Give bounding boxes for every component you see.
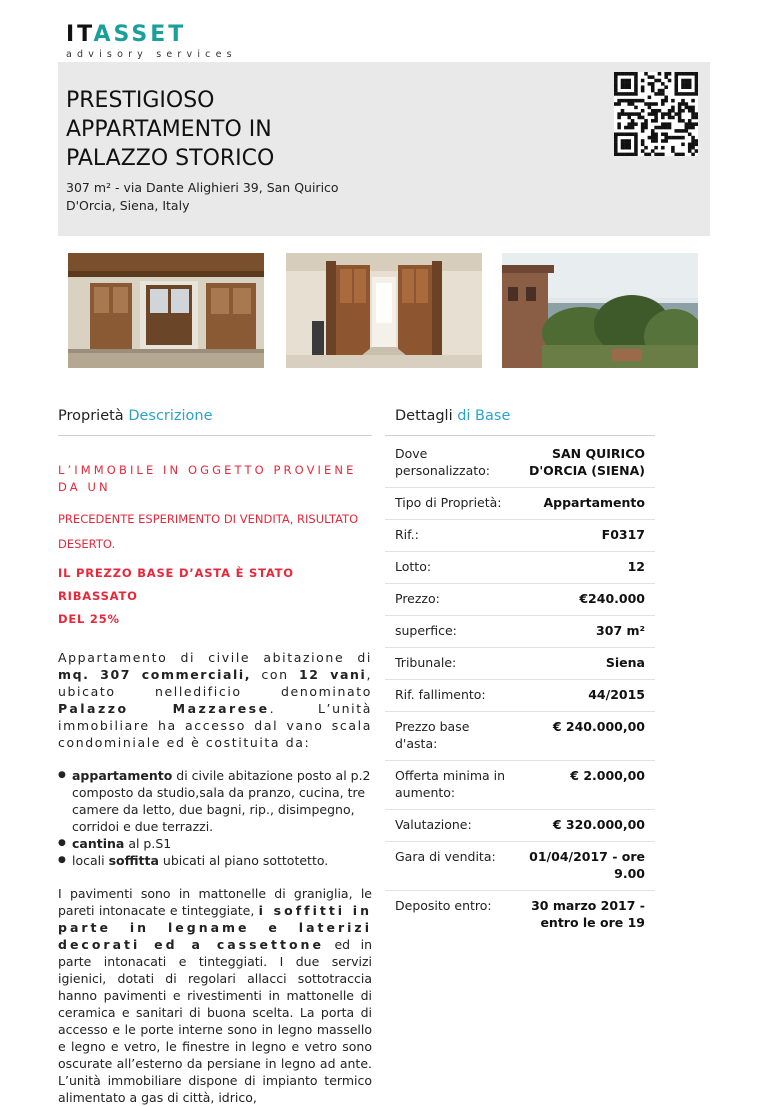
detail-row: Rif. fallimento: 44/2015 [385, 680, 655, 712]
notice-line: PRECEDENTE ESPERIMENTO DI VENDITA, RISULTATO DESERTO. [58, 512, 359, 551]
list-item: ● locali soffitta ubicati al piano sottotetto. [58, 852, 372, 869]
list-item: ● cantina al p.S1 [58, 835, 372, 852]
detail-row: Offerta minima in aumento: € 2.000,00 [385, 761, 655, 810]
listing-address: 307 m² - via Dante Alighieri 39, San Quirico D'Orcia, Siena, Italy [66, 180, 339, 213]
notice-line: L’IMMOBILE IN OGGETTO PROVIENE DA UN [58, 463, 357, 494]
section-divider [385, 435, 655, 436]
detail-row: Deposito entro: 30 marzo 2017 - entro le ore 19 [395, 898, 645, 930]
section-heading-details: Dettagli di Base [395, 408, 511, 424]
detail-row: Rif.: F0317 [385, 520, 655, 552]
detail-row: superfice: 307 m² [385, 616, 655, 648]
detail-row: Dove personalizzato: SAN QUIRICO D'ORCIA (SIENA) [385, 439, 655, 488]
section-divider [58, 435, 372, 436]
features-list [58, 767, 372, 869]
list-item: ● appartamento di civile abitazione posto al p.2 composto da studio,sala da pranzo, cucina, tre camere da letto, due bagni, rip., disimpegno, corridoi e due terrazzi. [58, 767, 372, 835]
page-title: PRESTIGIOSO APPARTAMENTO IN PALAZZO STORICO [66, 88, 275, 171]
photo-view-rooftops[interactable] [502, 253, 698, 368]
photo-hallway-doors[interactable] [286, 253, 482, 368]
listing-header [58, 62, 710, 236]
logo-wordmark: ITASSET [66, 22, 187, 47]
details-table [385, 439, 655, 939]
photo-interior-room[interactable] [68, 253, 264, 368]
detail-row: Gara di vendita: 01/04/2017 - ore 9.00 [385, 842, 655, 891]
detail-row: Prezzo: €240.000 [385, 584, 655, 616]
detail-row: Prezzo base d'asta: € 240.000,00 [385, 712, 655, 761]
company-logo[interactable] [66, 24, 237, 60]
qr-code-icon[interactable] [614, 72, 698, 156]
detail-row: Lotto: 12 [385, 552, 655, 584]
description-paragraph: I pavimenti sono in mattonelle di graniglia, le pareti intonacate e tinteggiate, i soffitti in parte in legname e laterizi decorati ed a cassettone ed in parte intonacati e tinteggiati. I due servizi igienici, dotati di regolari allacci sottotraccia hanno pavimenti e rivestimenti in mattonelle di ceramica e sanitari di buona scelta. La porta di accesso e le porte interne sono in legno massello e legno e vetro, le finestre in legno e vetro sono oscurate all’esterno da persiane in legno ad ante. L’unità immobiliare dispone di impianto termico alimentato a gas di città, idrico, [58, 886, 373, 1105]
description-paragraph: Appartamento di civile abitazione di mq. 307 commerciali, con 12 vani, ubicato nelledificio denominato Palazzo Mazzarese. L’unità immobiliare ha accesso dal vano scala condominiale ed è costituita da: [58, 650, 373, 750]
detail-row: Tipo di Proprietà: Appartamento [385, 488, 655, 520]
detail-row: Tribunale: Siena [385, 648, 655, 680]
detail-row: Valutazione: € 320.000,00 [385, 810, 655, 842]
description-body [58, 458, 372, 1106]
section-heading-description: Proprietà Descrizione [58, 408, 213, 424]
price-reduction-notice: IL PREZZO BASE D’ASTA È STATO RIBASSATO DEL 25% [58, 566, 294, 626]
logo-tagline: advisory services [66, 49, 237, 60]
